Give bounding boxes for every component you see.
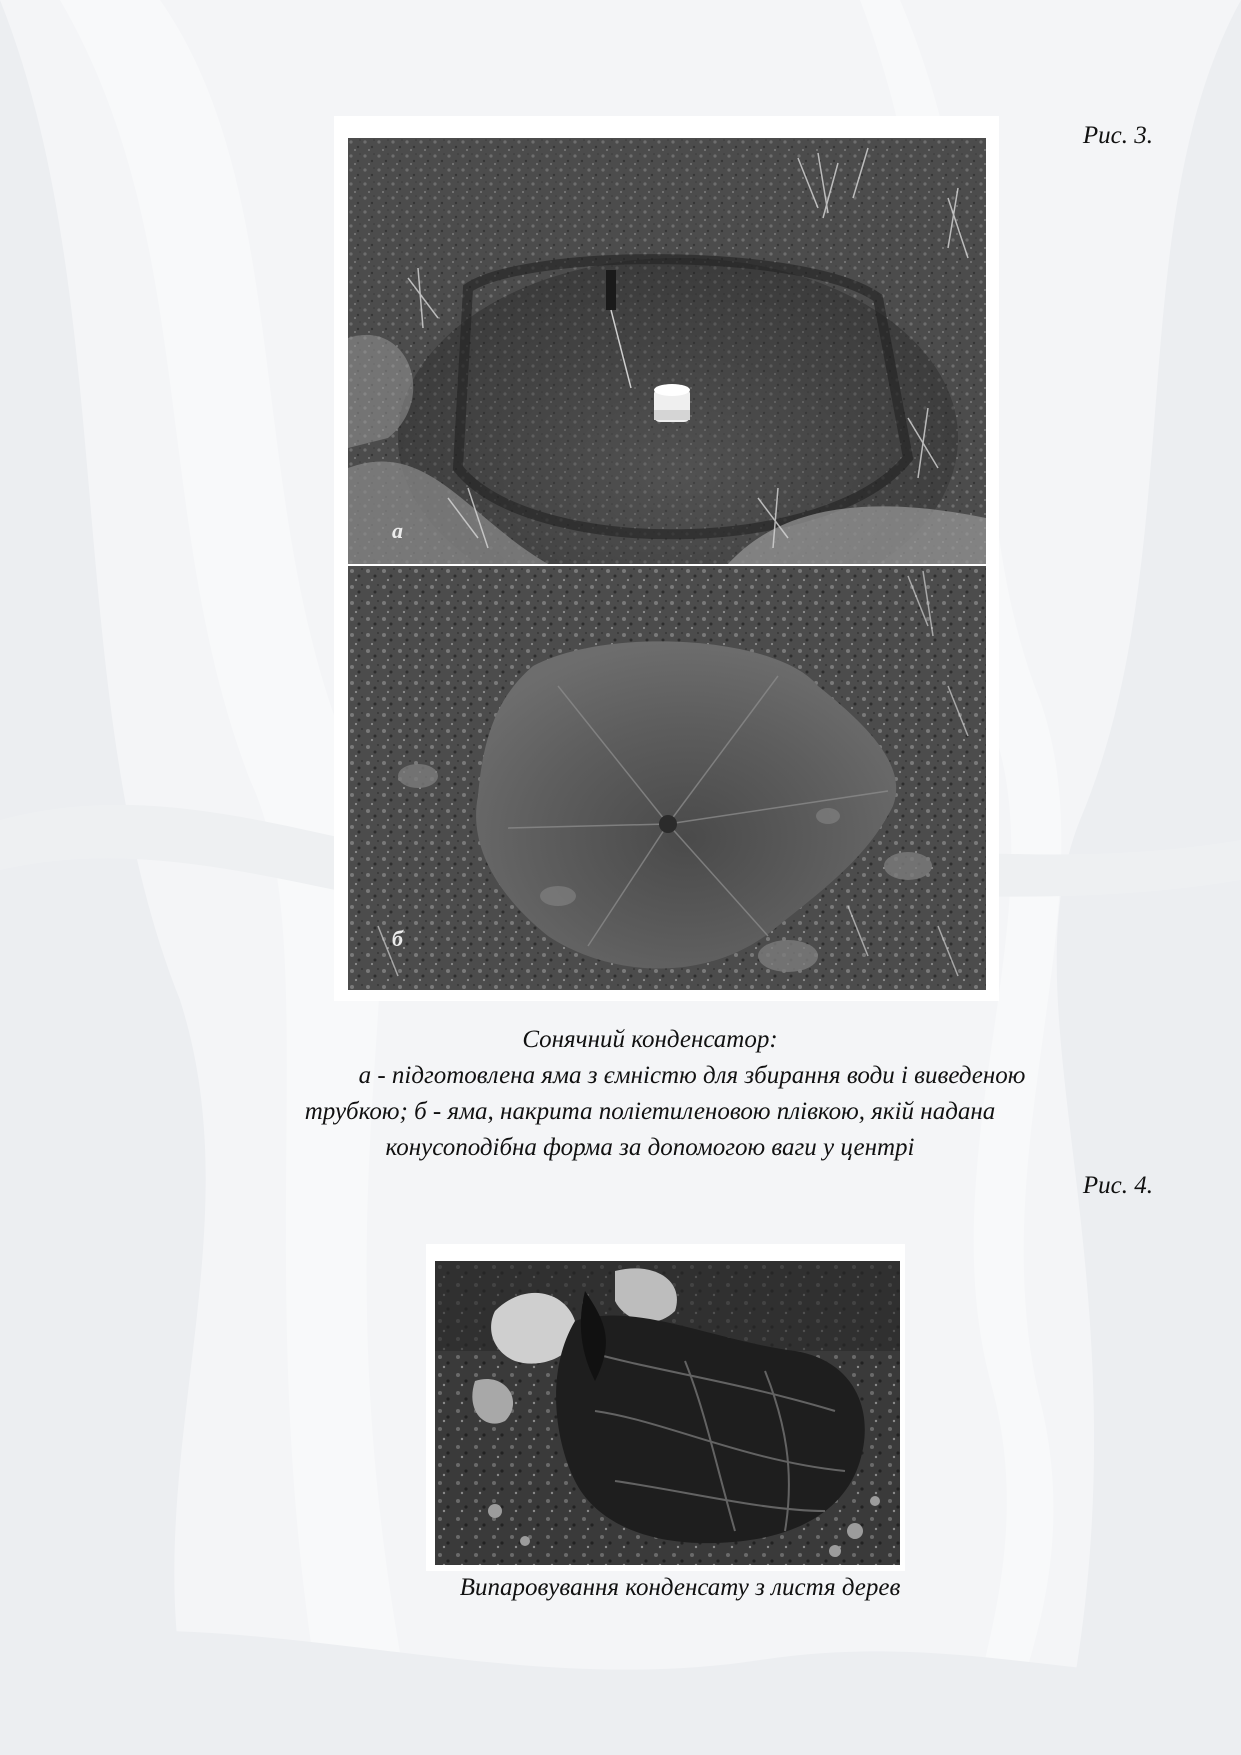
caption-line: а - підготовлена яма з ємністю для збирання води і виведеною — [358, 1062, 1026, 1089]
figure-4-label: Рис. 4. — [1082, 1172, 1153, 1199]
figure-3-label: Рис. 3. — [1082, 122, 1153, 149]
subfigure-a-letter: а — [392, 518, 403, 543]
photo-pit-covered-with-film — [348, 566, 986, 990]
photo-bag-on-tree-branch — [435, 1261, 900, 1565]
caption-line: Сонячний конденсатор: — [522, 1026, 778, 1053]
caption-line: конусоподібна форма за допомогою ваги у центрі — [385, 1134, 915, 1161]
subfigure-b-letter: б — [392, 926, 403, 951]
figure-4-caption: Випаровування конденсату з листя дерев — [459, 1574, 901, 1601]
photo-pit-with-container — [348, 138, 986, 564]
caption-line: трубкою; б - яма, накрита поліетиленовою плівкою, якій надана — [304, 1098, 996, 1125]
figure-3-caption — [200, 1022, 1100, 1166]
